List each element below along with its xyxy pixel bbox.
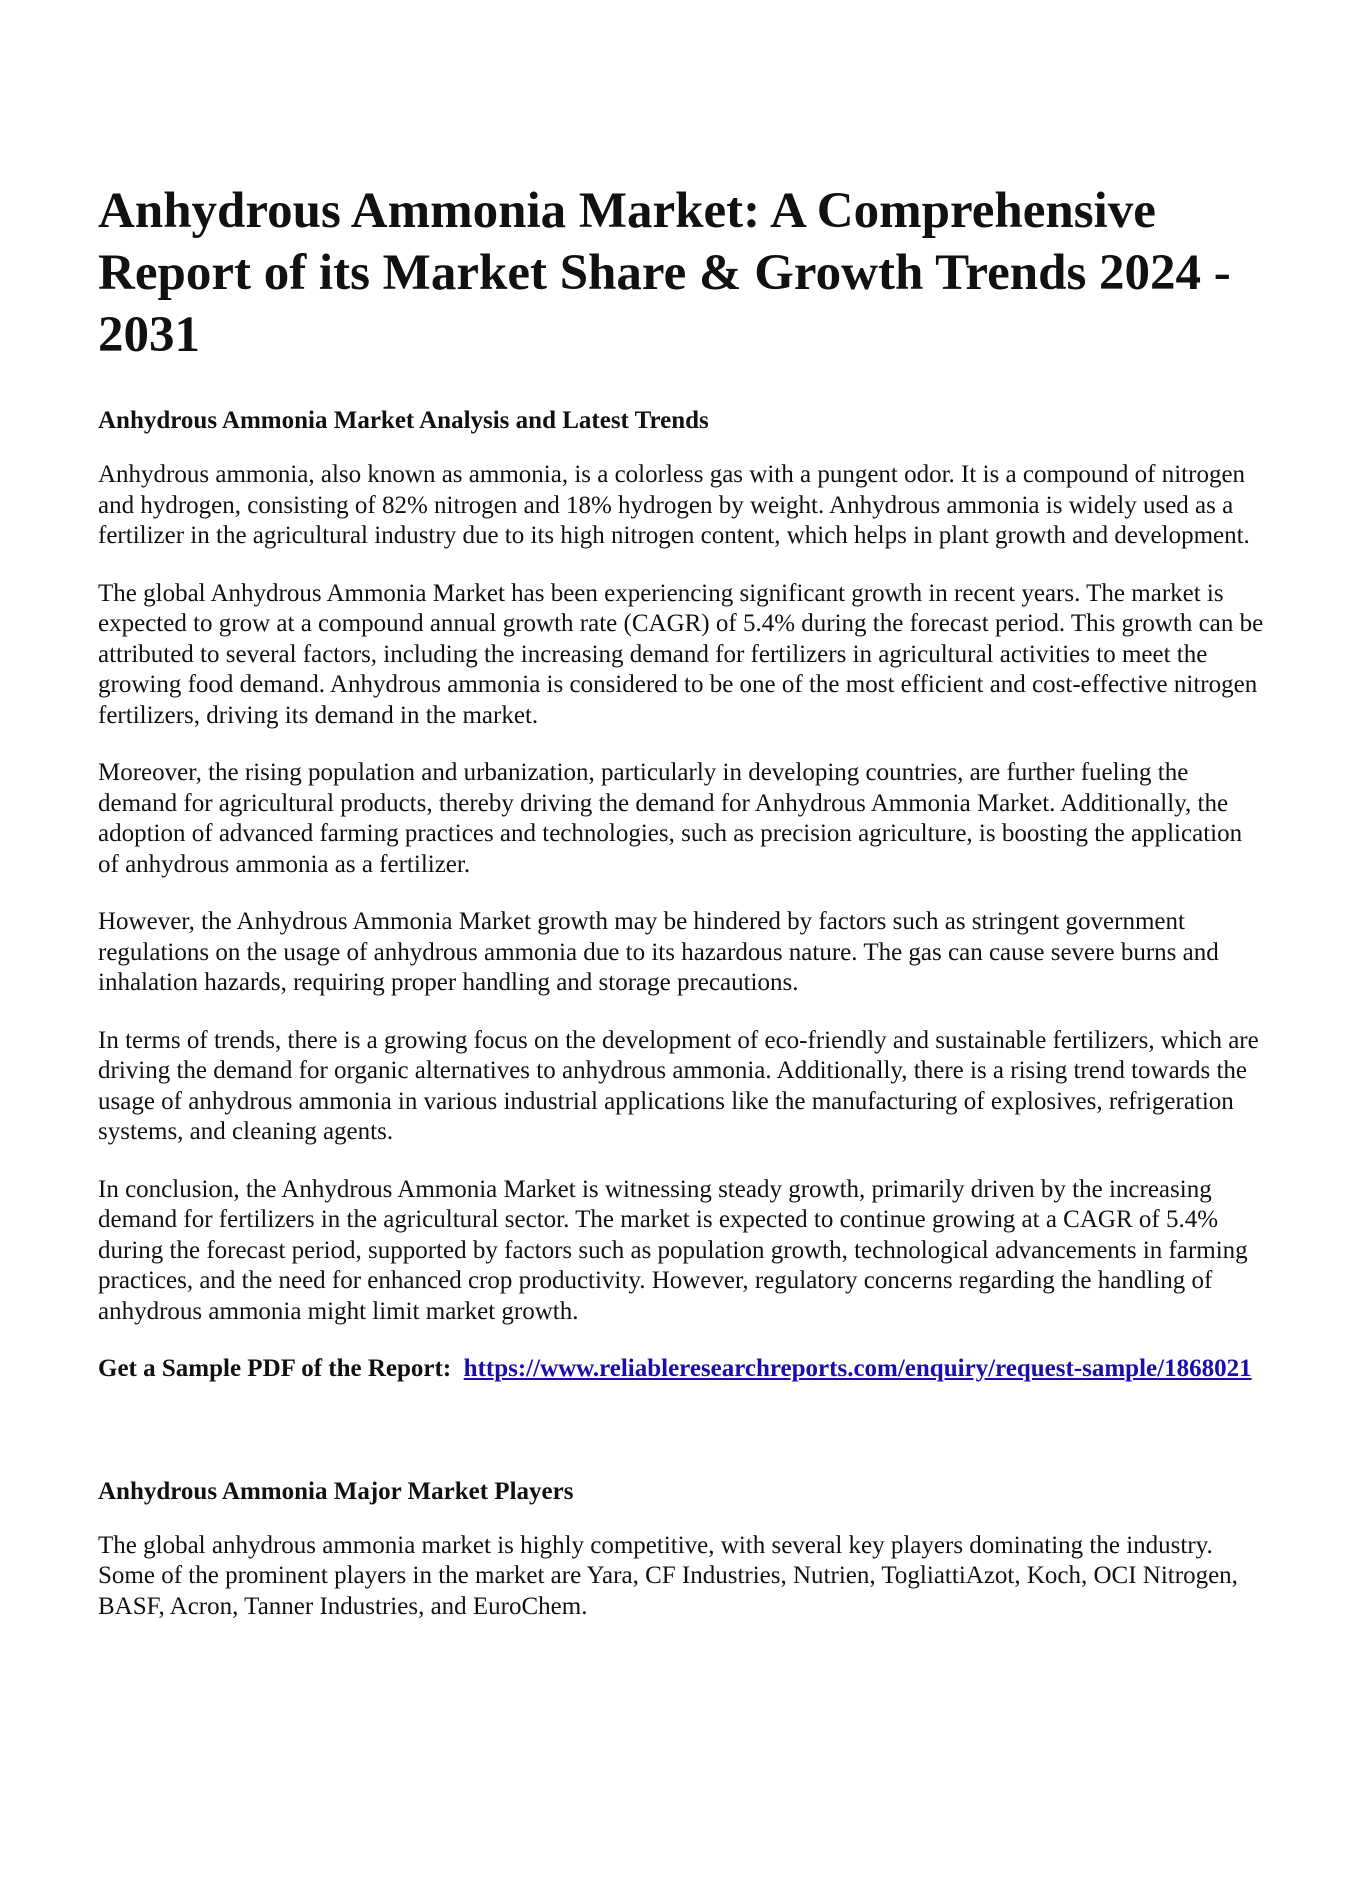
- paragraph: In conclusion, the Anhydrous Ammonia Market is witnessing steady growth, primarily driven by the increasing demand for fertilizers in the agricultural sector. The market is expected to continue growing at a CAGR of 5.4% during the forecast period, supported by factors such as population growth, technological advancements in farming practices, and the need for enhanced crop productivity. However, regulatory concerns regarding the handling of anhydrous ammonia might limit market growth.: [98, 1175, 1248, 1325]
- paragraph: Anhydrous ammonia, also known as ammonia, is a colorless gas with a pungent odor. It is a compound of nitrogen and hydrogen, consisting of 82% nitrogen and 18% hydrogen by weight. Anhydrous ammonia is widely used as a fertilizer in the agricultural industry due to its high nitrogen content, which helps in plant growth and development.: [98, 461, 1250, 549]
- paragraph: The global anhydrous ammonia market is highly competitive, with several key players dominating the industry. Some of the prominent players in the market are Yara, CF Industries, Nutrien, TogliattiAzot, Koch, OCI Nitrogen, BASF, Acron, Tanner Industries, and EuroChem.: [98, 1531, 1238, 1620]
- section-heading-analysis: Anhydrous Ammonia Market Analysis and Latest Trends: [98, 407, 709, 434]
- paragraph: The global Anhydrous Ammonia Market has been experiencing significant growth in recent years. The market is expected to grow at a compound annual growth rate (CAGR) of 5.4% during the forecast period. This growth can be attributed to several factors, including the increasing demand for fertilizers in agricultural activities to meet the growing food demand. Anhydrous ammonia is considered to be one of the most efficient and cost-effective nitrogen fertilizers, driving its demand in the market.: [98, 579, 1264, 729]
- sample-pdf-label: Get a Sample PDF of the Report:: [98, 1355, 452, 1382]
- paragraph: However, the Anhydrous Ammonia Market growth may be hindered by factors such as stringent government regulations on the usage of anhydrous ammonia due to its hazardous nature. The gas can cause severe burns and inhalation hazards, requiring proper handling and storage precautions.: [98, 908, 1219, 996]
- paragraph: Moreover, the rising population and urbanization, particularly in developing countries, are further fueling the demand for agricultural products, thereby driving the demand for Anhydrous Ammonia Market. Additionally, the adoption of advanced farming practices and technologies, such as precision agriculture, is boosting the application of anhydrous ammonia as a fertilizer.: [98, 759, 1243, 878]
- paragraph: In terms of trends, there is a growing focus on the development of eco-friendly and sustainable fertilizers, which are driving the demand for organic alternatives to anhydrous ammonia. Additionally, there is a rising trend towards the usage of anhydrous ammonia in various industrial applications like the manufacturing of explosives, refrigeration systems, and cleaning agents.: [98, 1026, 1259, 1145]
- sample-pdf-line: [98, 1354, 1268, 1385]
- page-title: Anhydrous Ammonia Market: A Comprehensive Report of its Market Share & Growth Trends 2024 - 2031: [98, 183, 1231, 363]
- document-page: [98, 180, 1268, 1649]
- sample-pdf-link[interactable]: https://www.reliableresearchreports.com/enquiry/request-sample/1868021: [463, 1355, 1252, 1382]
- section-heading-players: Anhydrous Ammonia Major Market Players: [98, 1477, 574, 1505]
